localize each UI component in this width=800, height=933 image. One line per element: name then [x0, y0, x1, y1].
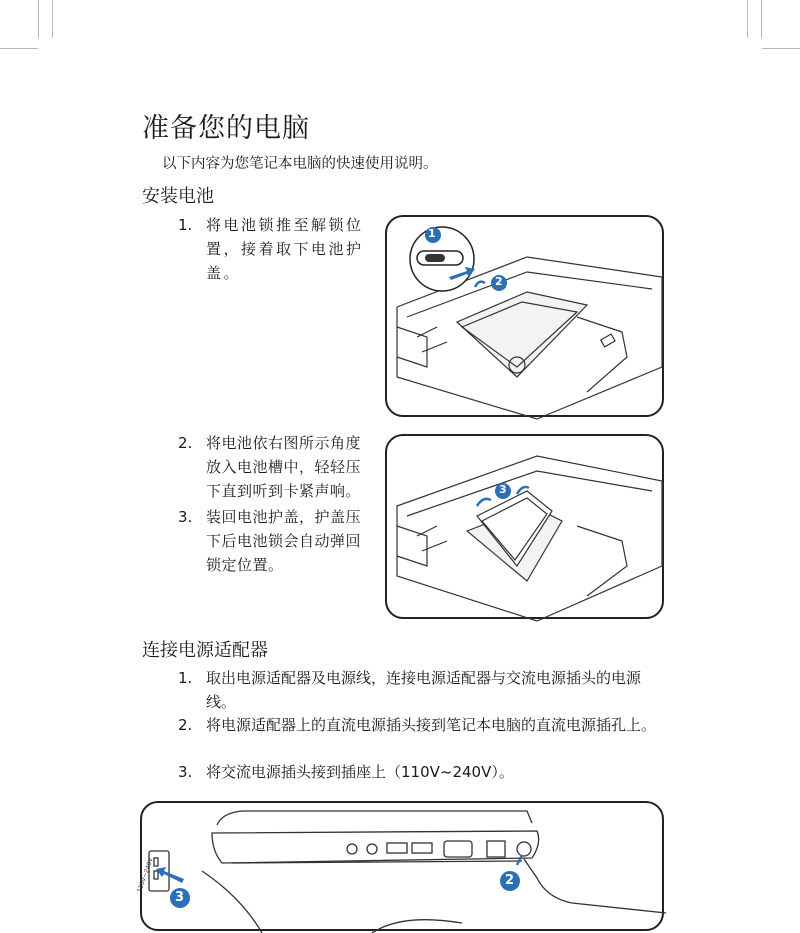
crop-mark — [761, 0, 762, 38]
section-heading-battery: 安装电池 — [142, 186, 214, 207]
crop-mark — [0, 48, 38, 49]
list-item — [178, 213, 378, 293]
step-text: 装回电池护盖，护盖压下后电池锁会自动弹回锁定位置。 — [206, 508, 362, 574]
outlet-label: 110V~240V — [136, 857, 155, 894]
callout-2: 2 — [505, 873, 515, 888]
step-number: 1. — [178, 669, 193, 687]
crop-mark — [52, 0, 53, 38]
step-text: 将电池依右图所示角度放入电池槽中，轻轻压下直到听到卡紧声响。 — [206, 434, 362, 500]
crop-mark — [762, 48, 800, 49]
step-number: 1. — [178, 216, 193, 234]
list-item — [178, 760, 678, 786]
battery-figure-2 — [385, 434, 664, 619]
step-number: 2. — [178, 716, 193, 734]
step-number: 3. — [178, 508, 193, 526]
callout-3: 3 — [499, 483, 507, 496]
list-item — [178, 666, 678, 716]
callout-3: 3 — [175, 890, 185, 905]
step-text: 将电源适配器上的直流电源插头接到笔记本电脑的直流电源插孔上。 — [206, 716, 657, 734]
crop-mark — [38, 0, 39, 38]
page-title: 准备您的电脑 — [142, 113, 310, 144]
list-item — [178, 431, 378, 511]
adapter-figure — [136, 801, 664, 931]
step-number: 3. — [178, 763, 193, 781]
step-text: 取出电源适配器及电源线，连接电源适配器与交流电源插头的电源线。 — [206, 669, 642, 711]
step-text: 将电池锁推至解锁位置，接着取下电池护盖。 — [206, 216, 364, 282]
callout-1: 1 — [428, 227, 436, 240]
callout-2: 2 — [495, 275, 503, 288]
list-item — [178, 505, 378, 585]
crop-mark — [747, 0, 748, 38]
intro-text: 以下内容为您笔记本电脑的快速使用说明。 — [162, 156, 438, 172]
step-text: 将交流电源插头接到插座上（110V~240V）。 — [206, 763, 514, 781]
section-heading-adapter: 连接电源适配器 — [142, 640, 268, 661]
list-item — [178, 713, 678, 763]
step-number: 2. — [178, 434, 193, 452]
battery-figure-1 — [385, 215, 664, 417]
